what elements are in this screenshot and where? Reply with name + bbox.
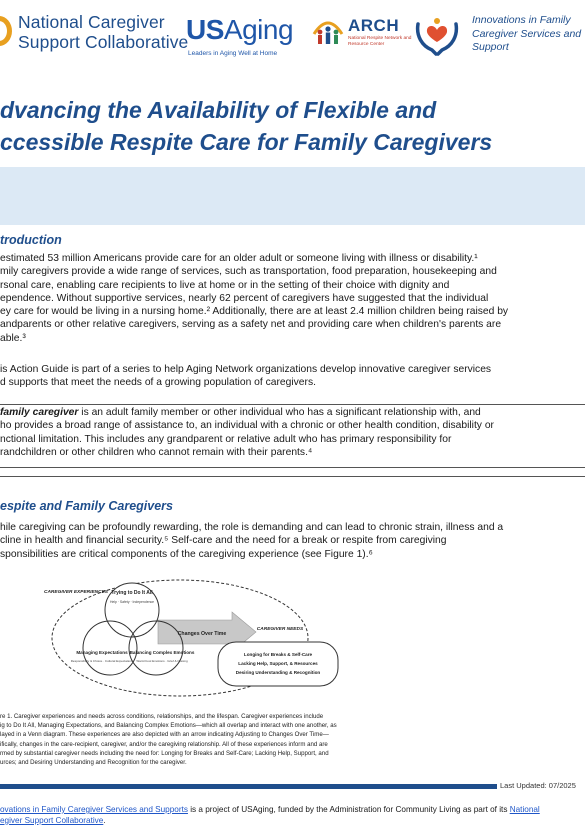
- ncsc-name-line1: National Caregiver: [18, 12, 165, 32]
- need-2: Lacking Help, Support, & Resources: [238, 661, 318, 666]
- experiences-label: CAREGIVER EXPERIENCES: [44, 590, 108, 595]
- need-1: Longing for Breaks & Self-Care: [243, 652, 313, 657]
- title-line-1: dvancing the Availability of Flexible and: [0, 97, 437, 123]
- text-line: ependence. Without supportive services, nearly 62 percent of caregivers have suggested that the individual: [0, 292, 489, 304]
- caption-line: ig to Do It All, Managing Expectations, and Balancing Complex Emotions—which all overlap and interact with one another, as: [0, 722, 337, 730]
- footer-line: ovations in Family Caregiver Services and Supports is a project of USAging, funded by the Administration for Community Living as part of its National: [0, 805, 540, 814]
- family-figures-icon: [312, 14, 344, 46]
- header-logos: [0, 0, 585, 70]
- innovations-link[interactable]: ovations in Family Caregiver Services and Supports: [0, 805, 188, 814]
- collaborative-link[interactable]: egiver Support Collaborative: [0, 816, 104, 825]
- text-line: able.³: [0, 332, 26, 344]
- definition-text: [0, 406, 585, 459]
- text-line: d supports that meet the needs of a growing population of caregivers.: [0, 377, 316, 389]
- national-link[interactable]: National: [509, 805, 540, 814]
- intro-heading: troduction: [0, 233, 62, 247]
- text-line: family caregiver is an adult family member or other individual who has a significant relationship with, and: [0, 407, 481, 418]
- title-line-2: ccessible Respite Care for Family Caregivers: [0, 129, 493, 155]
- intro-paragraph-1: [0, 252, 585, 345]
- ncsc-logo: [0, 10, 189, 54]
- text-line: sponsibilities are critical components of the caregiving experience (see Figure 1).⁶: [0, 548, 373, 560]
- title-band: [0, 167, 585, 225]
- text-line: mily caregivers provide a wide range of services, such as transportation, food preparation, housekeeping and: [0, 266, 497, 278]
- footer-bar: [0, 784, 497, 789]
- circle-right-label: Balancing Complex Emotions: [129, 650, 195, 655]
- ncsc-name-line2: Support Collaborative: [18, 32, 189, 52]
- page-title: [0, 94, 585, 158]
- text-line: ho provides a broad range of assistance to, an individual with a chronic or other health condition, disability or: [0, 420, 494, 432]
- text-line: nctional limitation. This includes any grandparent or relative adult who has primary responsibility for: [0, 433, 452, 445]
- text-line: andparents or other relative caregivers, serving as a safety net and providing care when children's parents are: [0, 319, 502, 331]
- arch-logo: [312, 14, 412, 56]
- caption-line: re 1. Caregiver experiences and needs across conditions, relationships, and the lifespan. Caregiver experiences include: [0, 713, 324, 720]
- text-line: is Action Guide is part of a series to help Aging Network organizations develop innovative caregiver services: [0, 364, 492, 375]
- usaging-logo: [186, 14, 298, 62]
- intro-paragraph-2: [0, 363, 585, 390]
- usaging-wordmark: USAging: [186, 14, 294, 45]
- last-updated: Last Updated: 07/2025: [500, 781, 576, 790]
- caption-line: rmed by substantial caregiver needs including the need for: Longing for Breaks and Self-Care; Lacking Help, Support, and: [0, 749, 329, 757]
- text-line: cline in health and financial security.⁵ Self-care and the need for a break or respite from caregiving: [0, 535, 447, 547]
- usaging-tagline: Leaders in Aging Well at Home: [188, 50, 278, 57]
- footer-text: [0, 804, 585, 826]
- circle-left-sub: Responsibility & Choice · Cultural Expectations: [70, 659, 134, 663]
- figure-1-diagram: [40, 576, 350, 706]
- footer-line: egiver Support Collaborative.: [0, 816, 106, 825]
- innovations-logo: [414, 12, 584, 60]
- arrow-label: Changes Over Time: [177, 631, 227, 637]
- text-line: ey care for would be living in a nursing home.² Additionally, there are at least 2.4 million children being raised by: [0, 306, 509, 318]
- text-line: randchildren or other children who cannot remain with their parents.⁴: [0, 446, 313, 458]
- arch-wordmark: ARCH: [348, 16, 400, 35]
- caption-line: layed in a Venn diagram. These experiences are also depicted with an arrow indicating Adjusting to Changes Over Time—: [0, 731, 329, 739]
- innovations-text: Innovations in Family Caregiver Services and Support: [472, 14, 582, 53]
- caption-line: ifically, changes in the care-recipient, caregiver, and/or the caregiving relationship. All of these experiences inform and are: [0, 740, 328, 748]
- respite-heading: espite and Family Caregivers: [0, 499, 173, 513]
- arch-subtitle: National Respite Network and Resource Center: [348, 36, 412, 47]
- caption-line: urces; and Desiring Understanding and Recognition for the caregiver.: [0, 759, 187, 767]
- circle-right-sub: Warm/Cool Emotions · Grief & Missing: [136, 659, 188, 663]
- respite-paragraph: [0, 521, 585, 561]
- hands-heart-icon: [414, 16, 460, 56]
- section-divider: [0, 476, 585, 477]
- text-line: hile caregiving can be profoundly rewarding, the role is demanding and can lead to chronic strain, illness and a: [0, 522, 504, 533]
- circle-top-label: Trying to Do It All: [111, 590, 153, 596]
- text-line: estimated 53 million Americans provide care for an older adult or someone living with illness or disability.¹: [0, 253, 478, 264]
- ncsc-ring-icon: [0, 16, 12, 46]
- need-3: Desiring Understanding & Recognition: [235, 670, 321, 675]
- definition-term: family caregiver: [0, 407, 79, 418]
- needs-label: CAREGIVER NEEDS: [256, 627, 304, 632]
- text-line: rsonal care, enabling care recipients to live at home or in the setting of their choice with dignity and: [0, 279, 450, 291]
- circle-left-label: Managing Expectations: [76, 650, 128, 655]
- circle-top-sub: Help · Safety · Independence: [109, 600, 155, 604]
- figure-1-caption: [0, 712, 375, 767]
